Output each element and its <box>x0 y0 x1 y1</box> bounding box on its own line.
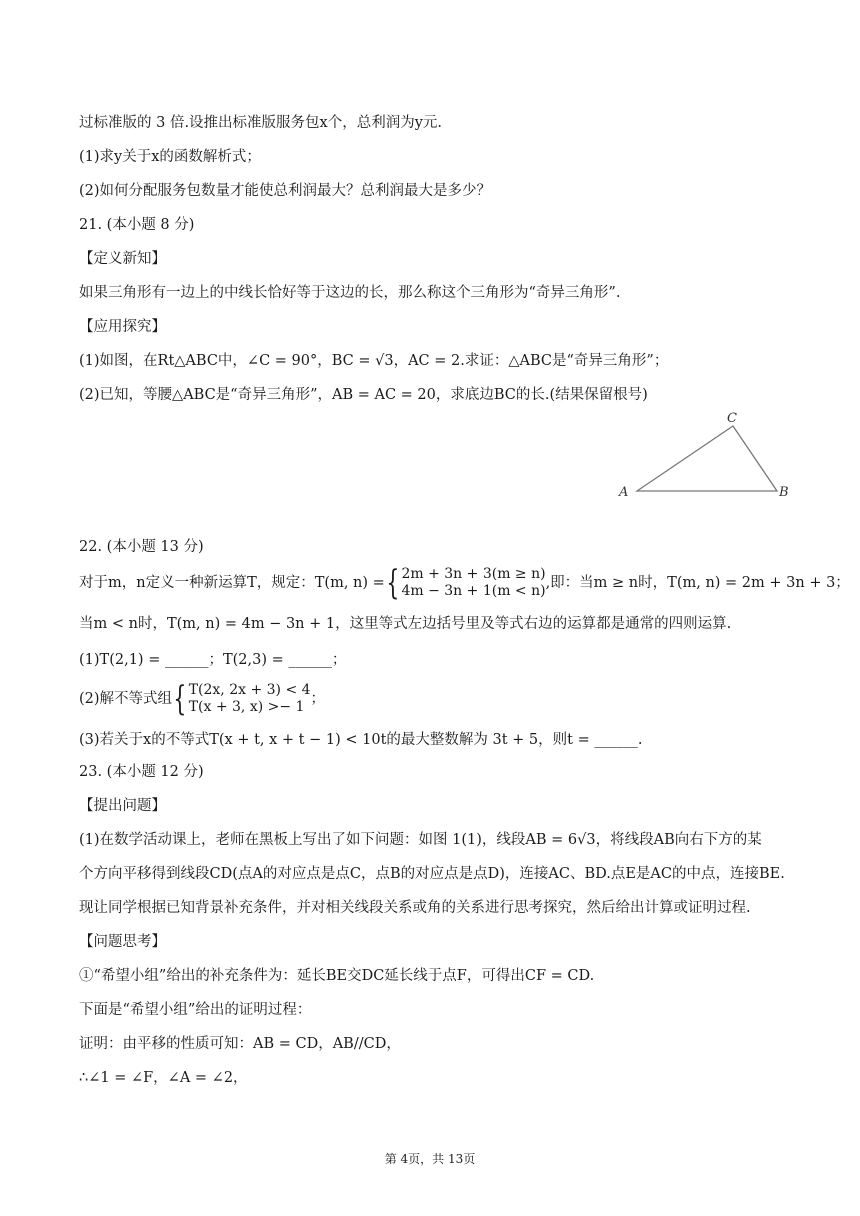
text-line: 当m < n时，T(m, n) = 4m − 3n + 1，这里等式左边括号里及等式右边的运算都是通常的四则运算. <box>79 616 732 632</box>
question-heading: 21. (本小题 8 分) <box>79 217 195 233</box>
text-line: (3)若关于x的不等式T(x + t, x + t − 1) < 10t的最大整数解为 3t + 5，则t = ______. <box>79 732 643 748</box>
system-line <box>79 679 326 719</box>
definition-suffix: ,即：当m ≥ n时，T(m, n) = 2m + 3n + 3； <box>545 575 850 591</box>
text-line: 下面是“希望小组”给出的证明过程： <box>79 1002 312 1018</box>
text-line: 如果三角形有一边上的中线长恰好等于这边的长，那么称这个三角形为“奇异三角形”. <box>79 285 621 301</box>
vertex-label-a: A <box>619 485 629 500</box>
section-heading: 【问题思考】 <box>79 934 166 950</box>
section-heading: 【定义新知】 <box>79 251 166 267</box>
definition-prefix: 对于m，n定义一种新运算T，规定：T(m, n) = <box>79 575 385 591</box>
text-line: (1)求y关于x的函数解析式； <box>79 149 261 165</box>
system-suffix: ； <box>310 691 326 707</box>
inequality-system <box>172 679 311 719</box>
brace: { <box>386 563 400 603</box>
system-prefix: (2)解不等式组 <box>79 691 173 707</box>
text-line: ∴∠1 = ∠F，∠A = ∠2， <box>79 1070 248 1086</box>
text-line: 证明：由平移的性质可知：AB = CD，AB//CD， <box>79 1036 401 1052</box>
text-line: 过标准版的 3 倍.设推出标准版服务包x个，总利润为y元. <box>79 115 443 131</box>
vertex-label-c: C <box>727 411 737 426</box>
text-line: (2)如何分配服务包数量才能使总利润最大？总利润最大是多少？ <box>79 183 492 199</box>
system-row: T(2x, 2x + 3) < 4 <box>188 682 311 698</box>
text-line: (2)已知，等腰△ABC是“奇异三角形”，AB = AC = 20，求底边BC的长.(结果保留根号) <box>79 387 648 403</box>
page-footer: 第 4页，共 13页 <box>384 1152 476 1166</box>
text-line: 现让同学根据已知背景补充条件，并对相关线段关系或角的关系进行思考探究，然后给出计算或证明过程. <box>79 900 751 916</box>
definition-line <box>79 563 850 603</box>
text-line: ①“希望小组”给出的补充条件为：延长BE交DC延长线于点F，可得出CF = CD. <box>79 968 595 984</box>
system-row: T(x + 3, x) >− 1 <box>188 699 305 715</box>
question-heading: 22. (本小题 13 分) <box>79 539 204 555</box>
text-line: (1)T(2,1) = ______；T(2,3) = ______； <box>79 652 347 668</box>
vertex-label-b: B <box>779 485 789 500</box>
section-heading: 【提出问题】 <box>79 798 166 814</box>
text-line: (1)如图，在Rt△ABC中，∠C = 90°，BC = √3，AC = 2.求证：△ABC是“奇异三角形”； <box>79 353 669 369</box>
text-line: (1)在数学活动课上，老师在黑板上写出了如下问题：如图 1(1)，线段AB = 6√3，将线段AB向右下方的某 <box>79 832 762 848</box>
triangle-figure <box>615 408 795 500</box>
piecewise-case <box>385 563 546 603</box>
brace: { <box>173 679 187 719</box>
question-heading: 23. (本小题 12 分) <box>79 764 204 780</box>
case-row: 4m − 3n + 1(m < n) <box>401 583 546 599</box>
case-row: 2m + 3n + 3(m ≥ n) <box>401 566 546 582</box>
text-line: 个方向平移得到线段CD(点A的对应点是点C，点B的对应点是点D)，连接AC、BD.点E是AC的中点，连接BE. <box>79 866 785 882</box>
section-heading: 【应用探究】 <box>79 319 166 335</box>
